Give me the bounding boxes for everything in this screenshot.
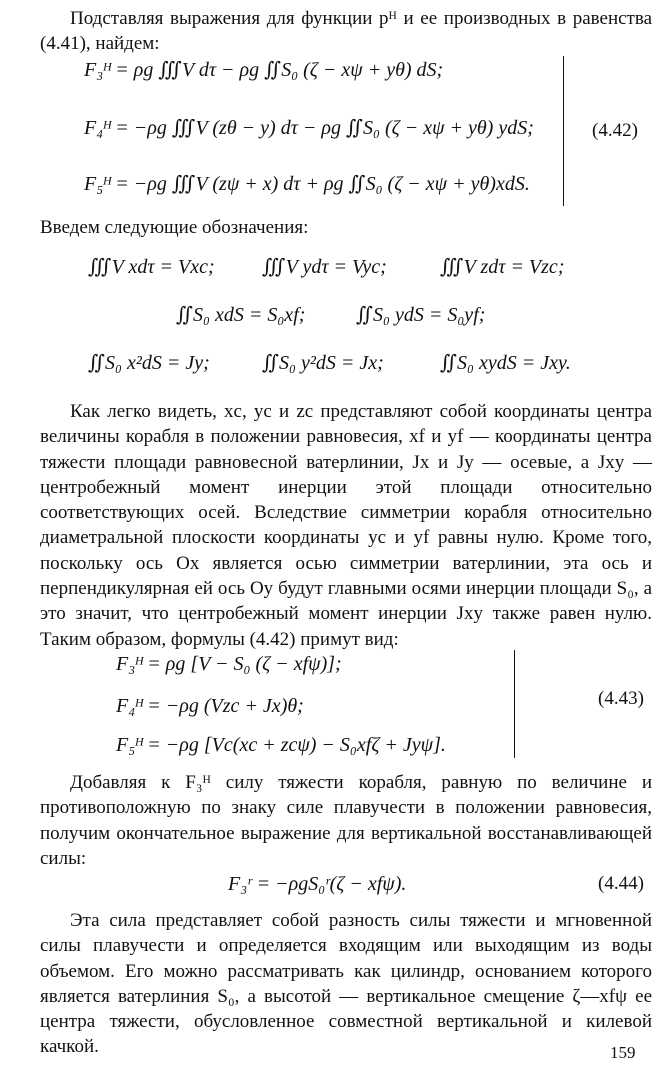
equation-4-43-line-2: F₄ᴴ = −ρg (Vzc + Jx)θ; — [116, 695, 304, 717]
notation-yc: ∭V ydτ = Vyc; — [262, 256, 387, 278]
equation-4-42-line-1: F₃ᴴ = ρg ∭V dτ − ρg ∬S₀ (ζ − xψ + yθ) dS; — [84, 59, 444, 81]
notation-intro: Введем следующие обозначения: — [40, 217, 309, 238]
equation-4-44-number: (4.44) — [598, 873, 644, 894]
equation-4-42-line-3: F₅ᴴ = −ρg ∭V (zψ + x) dτ + ρg ∬S₀ (ζ − xψ + yθ)xdS. — [84, 173, 530, 195]
notation-xc: ∭V xdτ = Vxc; — [88, 256, 215, 278]
page-number: 159 — [610, 1043, 636, 1062]
equation-4-43-line-3: F₅ᴴ = −ρg [Vc(xc + zcψ) − S₀xfζ + Jyψ]. — [116, 734, 446, 756]
equation-4-43-line-1: F₃ᴴ = ρg [V − S₀ (ζ − xfψ)]; — [116, 653, 342, 675]
notation-zc: ∭V zdτ = Vzc; — [440, 256, 565, 278]
equation-4-43-brace — [506, 650, 515, 758]
notation-yf: ∬S₀ ydS = S₀yf; — [356, 304, 486, 326]
notation-jy: ∬S₀ x²dS = Jy; — [88, 352, 210, 374]
equation-4-43-number: (4.43) — [598, 688, 644, 709]
notation-jx: ∬S₀ y²dS = Jx; — [262, 352, 384, 374]
equation-4-42-number: (4.42) — [592, 120, 638, 141]
adding-paragraph: Добавляя к F₃ᴴ силу тяжести корабля, равную по величине и противоположную по знаку силе плавучести в положении равновесия, получим окончательное выражение для вертикальной восстанавливающей силы: — [40, 772, 652, 869]
body-paragraph: Как легко видеть, xc, yc и zc представляют собой координаты центра величины корабля в положении равновесия, xf и yf — координаты центра тяжести площади равновесной ватерлинии, Jx и Jy — осевые, а Jxy — центробежный момент инерции этой площади относительно соответствующих осей. Вследствие симметрии корабля относительно диаметральной плоскости координаты yc и yf равны нулю. Кроме того, поскольку ось Ox является осью симметрии ватерлинии, эта ось и перпендикулярная ей ось Oy будут главными осями инерции площади S₀, а это значит, что центробежный момент инерции Jxy также равен нулю. Таким образом, формулы (4.42) примут вид: — [40, 401, 652, 650]
intro-paragraph: Подставляя выражения для функции pᴴ и ее производных в равенства (4.41), найдем: — [40, 8, 652, 55]
notation-xf: ∬S₀ xdS = S₀xf; — [176, 304, 306, 326]
equation-4-42-line-2: F₄ᴴ = −ρg ∭V (zθ − y) dτ − ρg ∬S₀ (ζ − xψ + yθ) ydS; — [84, 117, 534, 139]
final-paragraph: Эта сила представляет собой разность силы тяжести и мгновенной силы плавучести и определяется входящим или выходящим из воды объемом. Его можно рассматривать как цилиндр, основанием которого является ватерлиния S₀, а высотой — вертикальное смещение ζ—xfψ ее центра тяжести, обусловленное совместной вертикальной и килевой качкой. — [40, 910, 652, 1058]
notation-jxy: ∬S₀ xydS = Jxy. — [440, 352, 571, 374]
equation-4-44: F₃ʳ = −ρgS₀ʳ(ζ − xfψ). — [228, 873, 407, 895]
equation-4-42-brace — [555, 56, 564, 206]
